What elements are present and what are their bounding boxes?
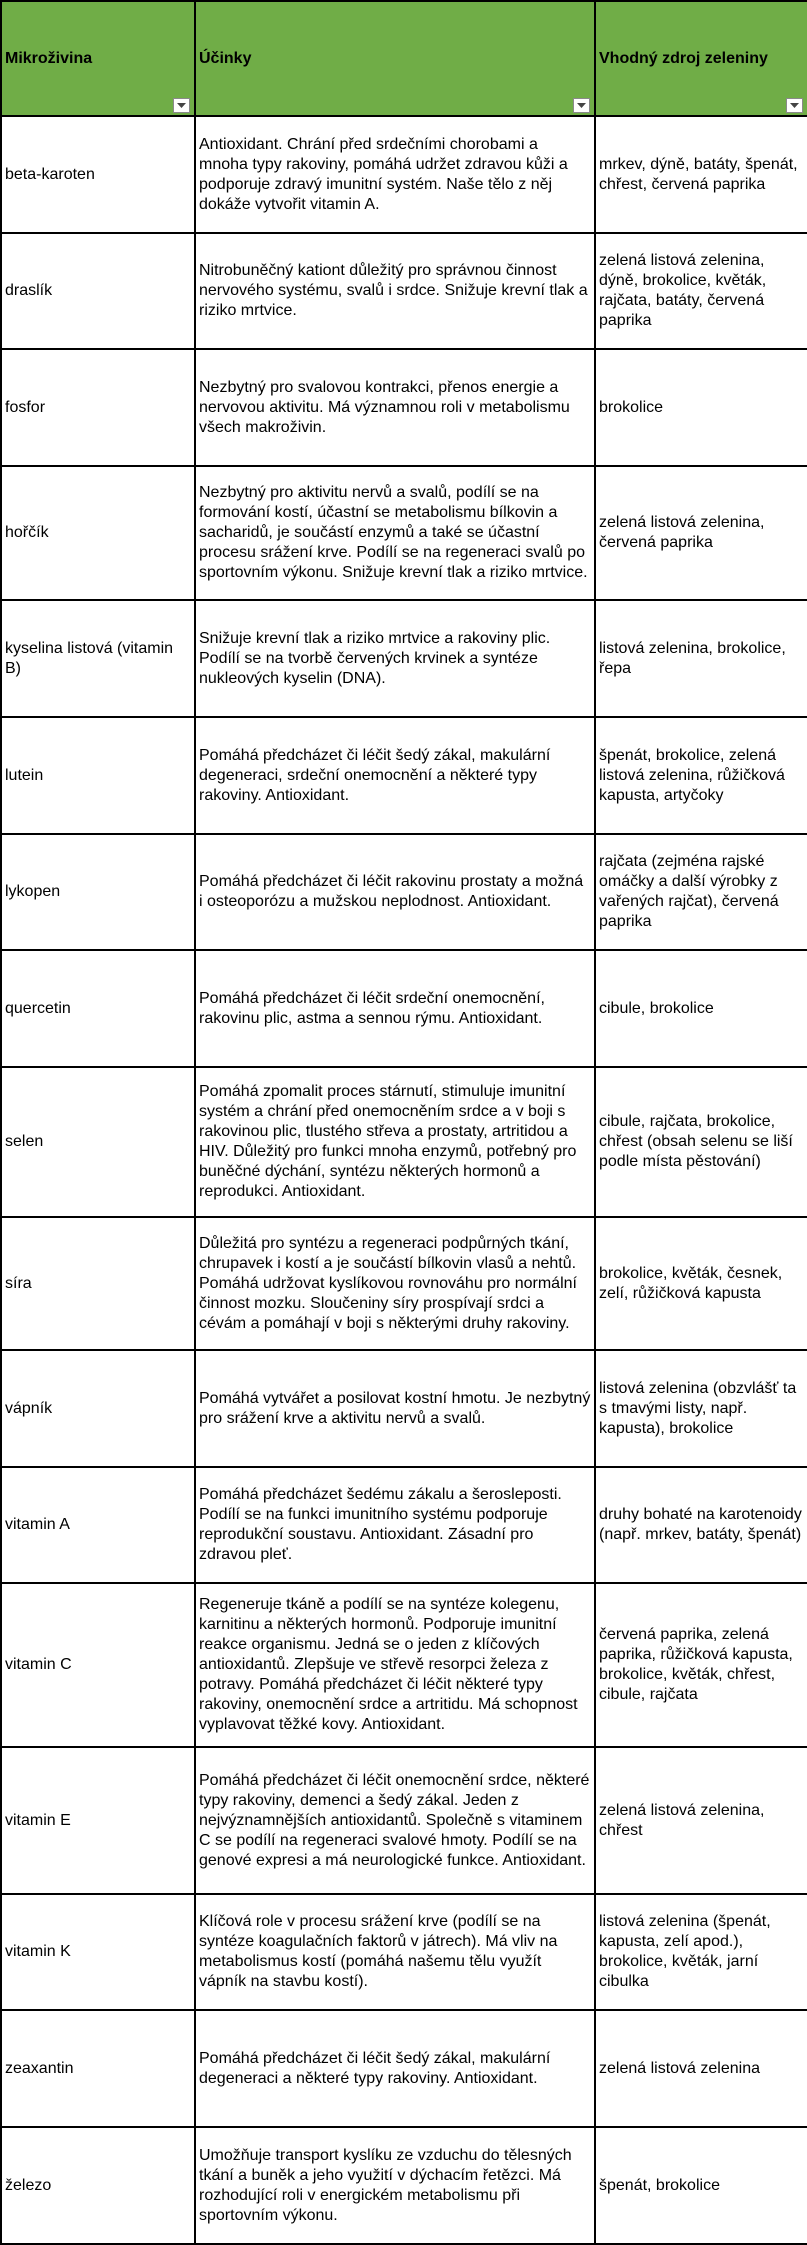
cell-source[interactable]: zelená listová zelenina, červená paprika	[595, 466, 807, 600]
table-row	[1, 2127, 807, 2244]
cell-effects[interactable]: Pomáhá předcházet či léčit onemocnění srdce, některé typy rakoviny, demenci a šedý zákal. Jeden z nejvýznamnějších antioxidantů. Společně s vitaminem C se podílí na regeneraci svalové hmoty. Podílí se na genové expresi a má neurologické funkce. Antioxidant.	[195, 1747, 595, 1894]
cell-nutrient[interactable]: quercetin	[1, 950, 195, 1067]
cell-effects[interactable]: Pomáhá předcházet či léčit šedý zákal, makulární degeneraci, srdeční onemocnění a některé typy rakoviny. Antioxidant.	[195, 717, 595, 834]
cell-source[interactable]: špenát, brokolice	[595, 2127, 807, 2244]
table-row	[1, 834, 807, 950]
cell-source[interactable]: druhy bohaté na karotenoidy (např. mrkev, batáty, špenát)	[595, 1467, 807, 1583]
cell-effects[interactable]: Klíčová role v procesu srážení krve (podílí se na syntéze koagulačních faktorů v játrech). Má vliv na metabolismus kostí (pomáhá našemu tělu využít vápník na stavbu kostí).	[195, 1894, 595, 2010]
cell-effects[interactable]: Nezbytný pro aktivitu nervů a svalů, podílí se na formování kostí, účastní se metabolismu bílkovin a sacharidů, je součástí enzymů a také se účastní procesu srážení krve. Podílí se na regeneraci svalů po sportovním výkonu. Snižuje krevní tlak a riziko mrtvice.	[195, 466, 595, 600]
cell-source[interactable]: mrkev, dýně, batáty, špenát, chřest, červená paprika	[595, 116, 807, 233]
cell-nutrient[interactable]: lykopen	[1, 834, 195, 950]
table-row	[1, 1894, 807, 2010]
header-label: Účinky	[199, 49, 252, 67]
cell-effects[interactable]: Pomáhá předcházet šedému zákalu a šerosleposti. Podílí se na funkci imunitního systému podporuje reprodukční soustavu. Antioxidant. Zásadní pro zdravou pleť.	[195, 1467, 595, 1583]
table-row	[1, 1747, 807, 1894]
cell-nutrient[interactable]: beta-karoten	[1, 116, 195, 233]
table-row	[1, 1350, 807, 1467]
cell-effects[interactable]: Důležitá pro syntézu a regeneraci podpůrných tkání, chrupavek i kostí a je součástí bílkovin vlasů a nehtů. Pomáhá udržovat kyslíkovou rovnováhu pro normální činnost mozku. Sloučeniny síry prospívají srdci a cévám a pomáhají v boji s některými druhy rakoviny.	[195, 1217, 595, 1350]
cell-source[interactable]: brokolice	[595, 349, 807, 466]
cell-nutrient[interactable]: vitamin A	[1, 1467, 195, 1583]
cell-nutrient[interactable]: fosfor	[1, 349, 195, 466]
cell-source[interactable]: brokolice, květák, česnek, zelí, růžičková kapusta	[595, 1217, 807, 1350]
cell-nutrient[interactable]: vitamin E	[1, 1747, 195, 1894]
cell-effects[interactable]: Pomáhá vytvářet a posilovat kostní hmotu. Je nezbytný pro srážení krve a aktivitu nervů a svalů.	[195, 1350, 595, 1467]
cell-source[interactable]: zelená listová zelenina, dýně, brokolice, květák, rajčata, batáty, červená paprika	[595, 233, 807, 349]
header-mikrozivina[interactable]	[1, 1, 195, 116]
cell-nutrient[interactable]: kyselina listová (vitamin B)	[1, 600, 195, 717]
cell-source[interactable]: listová zelenina (obzvlášť ta s tmavými listy, např. kapusta), brokolice	[595, 1350, 807, 1467]
header-row	[1, 1, 807, 116]
header-label: Mikroživina	[5, 49, 93, 67]
cell-nutrient[interactable]: hořčík	[1, 466, 195, 600]
cell-source[interactable]: zelená listová zelenina, chřest	[595, 1747, 807, 1894]
cell-nutrient[interactable]: vitamin K	[1, 1894, 195, 2010]
filter-dropdown-icon[interactable]	[786, 98, 803, 113]
header-label: Vhodný zdroj zeleniny	[599, 49, 768, 67]
cell-source[interactable]: rajčata (zejména rajské omáčky a další výrobky z vařených rajčat), červená paprika	[595, 834, 807, 950]
cell-effects[interactable]: Pomáhá předcházet či léčit rakovinu prostaty a možná i osteoporózu a mužskou neplodnost. Antioxidant.	[195, 834, 595, 950]
cell-source[interactable]: červená paprika, zelená paprika, růžičková kapusta, brokolice, květák, chřest, cibule, rajčata	[595, 1583, 807, 1747]
cell-effects[interactable]: Umožňuje transport kyslíku ze vzduchu do tělesných tkání a buněk a jeho využití v dýchacím řetězci. Má rozhodující roli v energickém metabolismu při sportovním výkonu.	[195, 2127, 595, 2244]
cell-nutrient[interactable]: síra	[1, 1217, 195, 1350]
cell-effects[interactable]: Nezbytný pro svalovou kontrakci, přenos energie a nervovou aktivitu. Má významnou roli v metabolismu všech makroživin.	[195, 349, 595, 466]
cell-source[interactable]: cibule, rajčata, brokolice, chřest (obsah selenu se liší podle místa pěstování)	[595, 1067, 807, 1217]
table-row	[1, 1067, 807, 1217]
cell-nutrient[interactable]: železo	[1, 2127, 195, 2244]
cell-source[interactable]: zelená listová zelenina	[595, 2010, 807, 2127]
cell-nutrient[interactable]: vápník	[1, 1350, 195, 1467]
header-zdroj[interactable]	[595, 1, 807, 116]
cell-effects[interactable]: Pomáhá předcházet či léčit srdeční onemocnění, rakovinu plic, astma a sennou rýmu. Antioxidant.	[195, 950, 595, 1067]
table-row	[1, 1467, 807, 1583]
table-row	[1, 717, 807, 834]
cell-effects[interactable]: Antioxidant. Chrání před srdečními chorobami a mnoha typy rakoviny, pomáhá udržet zdravou kůži a podporuje zdravý imunitní systém. Naše tělo z něj dokáže vytvořit vitamin A.	[195, 116, 595, 233]
table-row	[1, 600, 807, 717]
table-row	[1, 950, 807, 1067]
table-row	[1, 466, 807, 600]
table-row	[1, 233, 807, 349]
cell-nutrient[interactable]: zeaxantin	[1, 2010, 195, 2127]
cell-nutrient[interactable]: lutein	[1, 717, 195, 834]
filter-dropdown-icon[interactable]	[573, 98, 590, 113]
cell-source[interactable]: listová zelenina (špenát, kapusta, zelí apod.), brokolice, květák, jarní cibulka	[595, 1894, 807, 2010]
cell-source[interactable]: špenát, brokolice, zelená listová zelenina, růžičková kapusta, artyčoky	[595, 717, 807, 834]
cell-effects[interactable]: Snižuje krevní tlak a riziko mrtvice a rakoviny plic. Podílí se na tvorbě červených krvinek a syntéze nukleových kyselin (DNA).	[195, 600, 595, 717]
table-row	[1, 349, 807, 466]
cell-effects[interactable]: Regeneruje tkáně a podílí se na syntéze kolegenu, karnitinu a některých hormonů. Podporuje imunitní reakce organismu. Jedná se o jeden z klíčových antioxidantů. Zlepšuje ve střevě resorpci železa z potravy. Pomáhá předcházet či léčit některé typy rakoviny, onemocnění srdce a artritidu. Má schopnost vyplavovat těžké kovy. Antioxidant.	[195, 1583, 595, 1747]
table-row	[1, 116, 807, 233]
cell-nutrient[interactable]: selen	[1, 1067, 195, 1217]
cell-nutrient[interactable]: vitamin C	[1, 1583, 195, 1747]
cell-nutrient[interactable]: draslík	[1, 233, 195, 349]
table-row	[1, 1583, 807, 1747]
table-row	[1, 1217, 807, 1350]
table-row	[1, 2010, 807, 2127]
cell-source[interactable]: listová zelenina, brokolice, řepa	[595, 600, 807, 717]
cell-effects[interactable]: Pomáhá předcházet či léčit šedý zákal, makulární degeneraci a některé typy rakoviny. Antioxidant.	[195, 2010, 595, 2127]
cell-source[interactable]: cibule, brokolice	[595, 950, 807, 1067]
cell-effects[interactable]: Pomáhá zpomalit proces stárnutí, stimuluje imunitní systém a chrání před onemocněním srdce a v boji s rakovinou plic, tlustého střeva a prostaty, artritidou a HIV. Důležitý pro funkci mnoha enzymů, potřebný pro buněčné dýchání, syntézu některých hormonů a reprodukci. Antioxidant.	[195, 1067, 595, 1217]
header-ucinky[interactable]	[195, 1, 595, 116]
cell-effects[interactable]: Nitrobuněčný kationt důležitý pro správnou činnost nervového systému, svalů i srdce. Snižuje krevní tlak a riziko mrtvice.	[195, 233, 595, 349]
filter-dropdown-icon[interactable]	[173, 98, 190, 113]
